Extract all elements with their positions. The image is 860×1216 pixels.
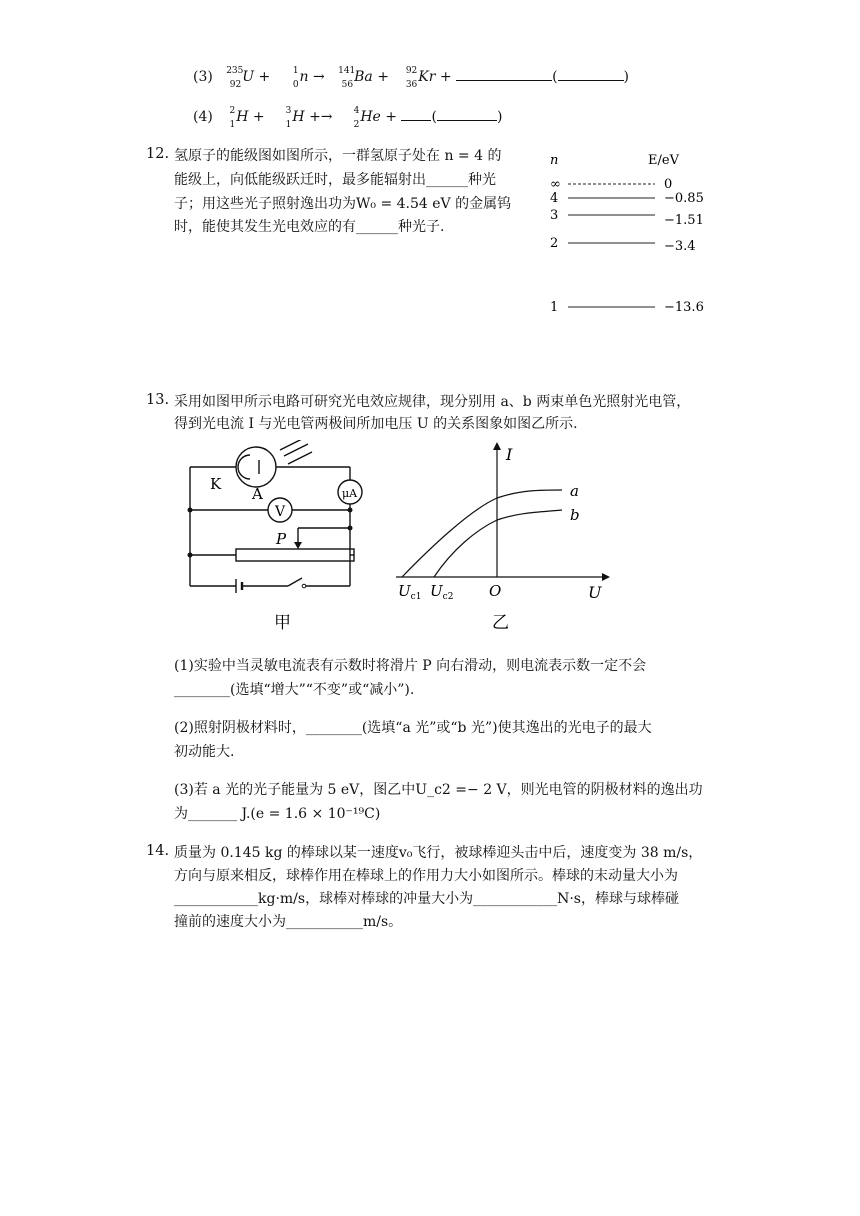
q13-sub3-line: 为_______ J.(e = 1.6 × 10⁻¹⁹C) [174,806,381,822]
q11-item3-label: (3) [193,69,213,85]
level-e: 0 [664,177,673,192]
nuclide-ba141: 141 56 Ba [338,66,373,90]
q14-line: 撞前的速度大小为___________m/s。 [174,914,403,930]
caption-yi: 乙 [492,613,509,633]
nuclide-kr92: 92 36 Kr [405,66,436,90]
switch [288,578,302,586]
label-v: V [275,504,286,520]
iu-graph [390,440,615,635]
nuclide-neutron: 1 0 n [292,66,309,90]
curve-a [402,490,562,577]
q13-sub1-line: (1)实验中当灵敏电流表有示数时将滑片 P 向右滑动，则电流表示数一定不会 [174,658,647,674]
level-n: 2 [550,236,559,251]
circuit-diagram [180,440,370,635]
label-curve-b: b [570,506,580,524]
energy-level-diagram [540,148,720,323]
rheostat [236,549,354,561]
q11-item4: (4) 2 1 H + 3 1 H +→ 4 2 He + ( ) [193,106,503,130]
label-k: K [210,475,222,493]
cathode [238,455,250,479]
nuclide-u235: 235 92 U [226,66,255,90]
nuclide-h2: 2 1 H [229,106,249,130]
answer-blank[interactable] [437,106,497,121]
level-n: 3 [550,208,559,223]
label-i: I [506,445,513,464]
level-e: −1.51 [664,213,704,228]
q13-sub2-line: 初动能大. [174,744,235,760]
q13-sub2-line: (2)照射阴极材料时，________(选填“a 光”或“b 光”)使其逸出的光电子的最大 [174,720,652,736]
level-n: 4 [550,191,559,206]
q12-line: 时，能使其发生光电效应的有______种光子. [174,219,445,235]
label-o: O [489,582,502,600]
answer-blank[interactable] [401,106,431,121]
q12-line: 氢原子的能级图如图所示，一群氢原子处在 n = 4 的 [174,148,502,164]
question-number: 14. [146,843,170,859]
q14-line: 方向与原来相反，球棒作用在棒球上的作用力大小如图所示。棒球的末动量大小为 [174,868,678,884]
q13-sub3-line: (3)若 a 光的光子能量为 5 eV，图乙中U_c2 =− 2 V，则光电管的阴极材料的逸出功 [174,782,703,798]
label-p: P [276,530,287,548]
nuclide-he4: 4 2 He [353,106,381,130]
answer-blank[interactable] [558,66,624,81]
question-number: 13. [146,392,170,408]
level-e: −3.4 [664,239,696,254]
answer-blank[interactable] [456,66,552,81]
phototube [236,447,276,487]
label-curve-a: a [570,482,579,500]
label-uc2: U [430,582,443,600]
q13-sub1-line: ________(选填“增大”“不变”或“减小”). [174,682,415,698]
question-number: 12. [146,146,170,162]
q14-line: ____________kg·m/s，球棒对棒球的冲量大小为____________N·s，棒球与球棒碰 [174,891,679,907]
q11-item4-label: (4) [193,109,213,125]
label-a: A [252,485,263,503]
q12-line: 子；用这些光子照射逸出功为W₀ = 4.54 eV 的金属钨 [174,196,512,212]
nuclide-h3: 3 1 H [285,106,305,130]
q14-line: 质量为 0.145 kg 的棒球以某一速度v₀飞行，被球棒迎头击中后，速度变为 38 m/s， [174,845,703,861]
label-uc1-sub: c1 [410,592,422,602]
label-u: U [588,583,602,602]
q13-line: 得到光电流 I 与光电管两极间所加电压 U 的关系图象如图乙所示. [174,416,578,432]
label-uc2-sub: c2 [442,592,454,602]
level-e: −13.6 [664,300,704,315]
svg-text:Uc1 [398,582,421,602]
q11-item3: (3) 235 92 U + 1 0 n → 141 56 Ba + 92 36 Kr + ( ) [193,66,630,90]
svg-text:Uc2 [430,582,453,602]
level-n: 1 [550,300,559,315]
e-header: E/eV [648,153,679,168]
level-n: ∞ [550,177,561,192]
curve-b [434,510,562,577]
caption-jia: 甲 [274,613,291,633]
level-e: −0.85 [664,191,704,206]
q12-line: 能级上，向低能级跃迁时，最多能辐射出______种光 [174,172,496,188]
q13-line: 采用如图甲所示电路可研究光电效应规律，现分别用 a、b 两束单色光照射光电管， [174,394,691,410]
label-ua: μA [342,487,358,500]
n-header: n [550,153,559,168]
label-uc1: U [398,582,411,600]
